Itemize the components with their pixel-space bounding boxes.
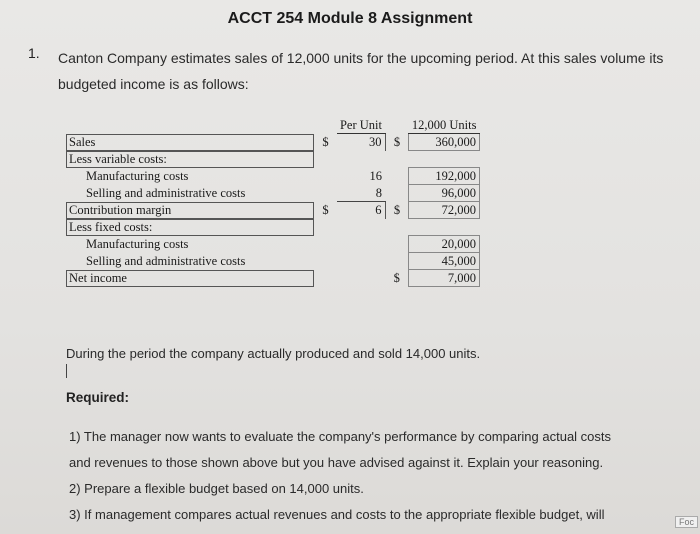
row-label-sales: Sales <box>66 134 314 151</box>
budgeted-income-table <box>66 117 480 287</box>
requirement-line: 3) If management compares actual revenues and costs to the appropriate flexible budget, will <box>69 507 605 522</box>
actual-units-statement: During the period the company actually produced and sold 14,000 units. <box>66 346 481 361</box>
focus-badge[interactable]: Foc <box>675 516 698 528</box>
net-income-amount: 7,000 <box>409 270 480 287</box>
question-line-2: budgeted income is as follows: <box>58 76 249 92</box>
table-row <box>66 270 480 287</box>
question-line-1: Canton Company estimates sales of 12,000 units for the upcoming period. At this sales volume its <box>58 50 664 66</box>
document-title: ACCT 254 Module 8 Assignment <box>227 10 473 27</box>
header-12000-units: 12,000 Units <box>409 117 480 134</box>
sales-per-unit: 30 <box>369 135 382 150</box>
cm-per-unit: 6 <box>375 203 382 218</box>
table-row <box>66 168 480 185</box>
requirements-list <box>69 424 699 528</box>
mfg-fixed-amount: 20,000 <box>409 236 480 253</box>
requirement-line: 1) The manager now wants to evaluate the company's performance by comparing actual costs <box>69 429 612 444</box>
row-label-less-fixed: Less fixed costs: <box>66 219 314 236</box>
currency-sign: $ <box>385 134 409 151</box>
currency-sign: $ <box>385 202 409 219</box>
sa-variable-per-unit: 8 <box>337 185 385 202</box>
currency-sign: $ <box>322 203 329 217</box>
currency-sign: $ <box>322 135 329 149</box>
table-row <box>66 151 480 168</box>
table-row <box>66 185 480 202</box>
row-label-less-variable: Less variable costs: <box>66 151 314 168</box>
mfg-variable-amount: 192,000 <box>409 168 480 185</box>
table-row <box>66 236 480 253</box>
cm-amount: 72,000 <box>409 202 480 219</box>
table-row <box>66 219 480 236</box>
question-text <box>58 45 698 97</box>
required-heading: Required: <box>66 390 130 405</box>
mfg-variable-per-unit: 16 <box>369 169 382 183</box>
sales-amount: 360,000 <box>409 134 480 151</box>
question-number: 1. <box>28 45 40 61</box>
row-label-sa-fixed: Selling and administrative costs <box>86 254 246 268</box>
currency-sign: $ <box>393 271 400 285</box>
requirement-line: and revenues to those shown above but you have advised against it. Explain your reasoning. <box>69 455 604 470</box>
text-cursor <box>66 364 67 378</box>
row-label-net-income: Net income <box>66 270 314 287</box>
header-per-unit: Per Unit <box>337 117 385 134</box>
row-label-mfg-variable: Manufacturing costs <box>86 169 189 183</box>
table-row <box>66 202 480 219</box>
table-row <box>66 134 480 151</box>
row-label-mfg-fixed: Manufacturing costs <box>86 237 189 251</box>
sa-variable-amount: 96,000 <box>409 185 480 202</box>
row-label-sa-variable: Selling and administrative costs <box>86 186 246 200</box>
table-header-row <box>66 117 480 134</box>
sa-fixed-amount: 45,000 <box>409 253 480 270</box>
row-label-contribution-margin: Contribution margin <box>66 202 314 219</box>
requirement-line: 2) Prepare a flexible budget based on 14,000 units. <box>69 481 364 496</box>
table-row <box>66 253 480 270</box>
